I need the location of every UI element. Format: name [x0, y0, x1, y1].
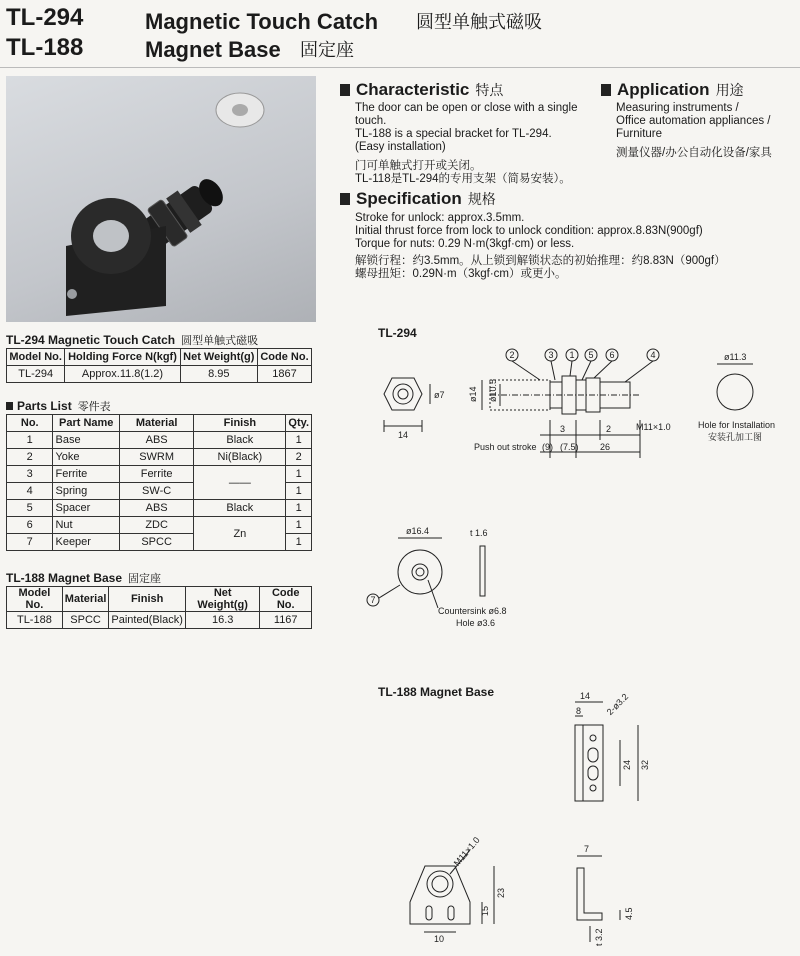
- callout-label: 3: [548, 350, 554, 360]
- table-row: [7, 366, 312, 383]
- table-cell: Spacer: [53, 500, 119, 517]
- square-bullet-icon: [340, 84, 350, 96]
- callout-label: 1: [569, 350, 575, 360]
- table-cell: Nut: [53, 517, 119, 534]
- characteristic-text: The door can be open or close with a single touch. TL-188 is a special bracket for TL-294. (Easy installation) 门可单触式打开或关闭。 TL-118是TL-294的专用支架（简易安装）。: [355, 102, 578, 185]
- dim-label: t 3.2: [594, 928, 604, 946]
- callout-label: 7: [370, 595, 376, 605]
- table-row: [7, 517, 312, 534]
- table-cell: 8.95: [180, 366, 257, 383]
- dim-label: 32: [640, 759, 650, 770]
- dim-label: 23: [496, 887, 506, 898]
- table-cell: Ni(Black): [194, 449, 286, 466]
- table-header: Part Name: [53, 415, 119, 432]
- dim-label: 26: [600, 442, 611, 452]
- table-cell: SPCC: [62, 612, 109, 629]
- characteristic-heading: Characteristic 特点: [340, 80, 503, 100]
- table-header: Material: [119, 415, 193, 432]
- dim-label: ø16.4: [406, 526, 430, 536]
- dim-label: 3: [560, 424, 566, 434]
- hole-install-label: Hole for Installation: [698, 420, 776, 430]
- table-header: Finish: [109, 587, 186, 612]
- product-photo-illustration: [6, 76, 316, 322]
- table-header-row: [7, 415, 312, 432]
- table-cell: TL-294: [7, 366, 65, 383]
- table-row: [7, 500, 312, 517]
- table-row: [7, 612, 312, 629]
- square-bullet-icon: [340, 193, 350, 205]
- table-cell: 1: [286, 500, 312, 517]
- table-cell: Black: [194, 500, 286, 517]
- table-header-row: [7, 349, 312, 366]
- table-cell: ——: [194, 466, 286, 500]
- callout-label: 5: [588, 350, 594, 360]
- table-cell: 6: [7, 517, 53, 534]
- dim-label: Countersink ø6.8: [438, 606, 507, 616]
- table-header: Model No.: [7, 587, 63, 612]
- table-cell: 1: [7, 432, 53, 449]
- table-cell: 1167: [260, 612, 312, 629]
- dim-label: (9): [542, 442, 553, 452]
- table-cell: SW-C: [119, 483, 193, 500]
- table-row: [7, 432, 312, 449]
- dim-label: 4.5: [624, 907, 634, 920]
- table-cell: 1867: [257, 366, 311, 383]
- tl188-drawing-label: TL-188 Magnet Base: [378, 685, 495, 699]
- table-cell: 1: [286, 483, 312, 500]
- table-cell: 2: [7, 449, 53, 466]
- table-cell: 5: [7, 500, 53, 517]
- specification-text: Stroke for unlock: approx.3.5mm. Initial thrust force from lock to unlock condition: approx.8.83N(900gf) Torque for nuts: 0.29 N·m(3kgf·cm) or less. 解锁行程：约3.5mm。从上锁到解锁状态的初始推理：约8.83N（900gf） 螺母扭矩：0.29N·m（3kgf·cm）或更小。: [355, 212, 726, 280]
- table-cell: 2: [286, 449, 312, 466]
- dim-label: ø11.3: [724, 352, 747, 362]
- title-tl188-en: Magnet Base: [145, 37, 281, 62]
- table-cell: Ferrite: [53, 466, 119, 483]
- tl294-spec-table: [6, 348, 312, 383]
- table-cell: ZDC: [119, 517, 193, 534]
- dim-label: (7.5): [560, 442, 579, 452]
- table-header: Net Weight(g): [185, 587, 260, 612]
- table-header: Qty.: [286, 415, 312, 432]
- dim-label: t 1.6: [470, 528, 488, 538]
- specification-heading: Specification 规格: [340, 189, 496, 209]
- table-cell: 1: [286, 466, 312, 483]
- table-header: Code No.: [257, 349, 311, 366]
- table-cell: 1: [286, 534, 312, 551]
- header-divider: [0, 67, 800, 68]
- table-header-row: [7, 587, 312, 612]
- table-header: Finish: [194, 415, 286, 432]
- table-cell: 1: [286, 432, 312, 449]
- application-heading: Application 用途: [601, 80, 744, 100]
- dim-label: 8: [576, 706, 582, 716]
- dim-label: ø7: [434, 390, 445, 400]
- table-cell: Approx.11.8(1.2): [65, 366, 180, 383]
- table-cell: ABS: [119, 500, 193, 517]
- table-cell: SPCC: [119, 534, 193, 551]
- tl188-spec-table: [6, 586, 312, 629]
- table-row: [7, 449, 312, 466]
- tl294-drawing-label: TL-294: [378, 326, 417, 340]
- table-header: No.: [7, 415, 53, 432]
- dim-label: 15: [480, 905, 490, 916]
- table-row: [7, 466, 312, 483]
- title-tl294-en: Magnetic Touch Catch: [145, 9, 379, 34]
- table-cell: Painted(Black): [109, 612, 186, 629]
- table-cell: Black: [194, 432, 286, 449]
- table-header: Holding Force N(kgf): [65, 349, 180, 366]
- parts-list-table: [6, 414, 312, 551]
- tl294-technical-drawing: [340, 340, 800, 630]
- dim-label: 2: [606, 424, 612, 434]
- tl294-table-title: TL-294 Magnetic Touch Catch 圆型单触式磁吸: [6, 333, 259, 347]
- callout-label: 2: [509, 350, 515, 360]
- hole-install-label-cn: 安装孔加工图: [708, 432, 763, 442]
- table-header: Model No.: [7, 349, 65, 366]
- table-cell: Yoke: [53, 449, 119, 466]
- application-text: Measuring instruments / Office automation appliances / Furniture 测量仪器/办公自动化设备/家具: [616, 102, 772, 159]
- dim-label: Hole ø3.6: [456, 618, 496, 628]
- table-cell: ABS: [119, 432, 193, 449]
- table-cell: Spring: [53, 483, 119, 500]
- model-code-tl188: TL-188: [6, 34, 84, 61]
- dim-label: 14: [580, 691, 591, 701]
- table-cell: SWRM: [119, 449, 193, 466]
- dim-label: 24: [622, 759, 632, 770]
- title-tl294-cn: 圆型单触式磁吸: [416, 12, 542, 32]
- table-cell: Base: [53, 432, 119, 449]
- dim-label: ø10.5: [488, 378, 498, 402]
- table-header: Net Weight(g): [180, 349, 257, 366]
- hex-nut-end-view: [384, 378, 422, 410]
- tl188-table-title: TL-188 Magnet Base 固定座: [6, 571, 162, 585]
- table-cell: 4: [7, 483, 53, 500]
- square-bullet-icon: [6, 402, 13, 410]
- table-header: Code No.: [260, 587, 312, 612]
- dim-label: 10: [434, 934, 445, 944]
- tl188-technical-drawing: [380, 680, 680, 950]
- product-photo: [6, 76, 316, 322]
- dim-label: ø14: [468, 386, 478, 402]
- table-cell: 16.3: [185, 612, 260, 629]
- dim-label: 2-ø3.2: [604, 691, 631, 718]
- parts-list-title: Parts List 零件表: [6, 398, 111, 414]
- square-bullet-icon: [601, 84, 611, 96]
- table-cell: 7: [7, 534, 53, 551]
- dim-label: 14: [398, 430, 409, 440]
- table-cell: Keeper: [53, 534, 119, 551]
- callout-label: 6: [609, 350, 615, 360]
- dim-label: Push out stroke: [474, 442, 537, 452]
- table-header: Material: [62, 587, 109, 612]
- callout-label: 4: [650, 350, 656, 360]
- table-cell: 1: [286, 517, 312, 534]
- table-cell: Zn: [194, 517, 286, 551]
- model-code-tl294: TL-294: [6, 4, 84, 31]
- dim-label: M11×1.0: [451, 835, 482, 868]
- table-cell: 3: [7, 466, 53, 483]
- dim-label: M11×1.0: [636, 422, 671, 432]
- table-cell: Ferrite: [119, 466, 193, 483]
- dim-label: 7: [584, 844, 590, 854]
- title-tl188-cn: 固定座: [300, 40, 354, 60]
- table-cell: TL-188: [7, 612, 63, 629]
